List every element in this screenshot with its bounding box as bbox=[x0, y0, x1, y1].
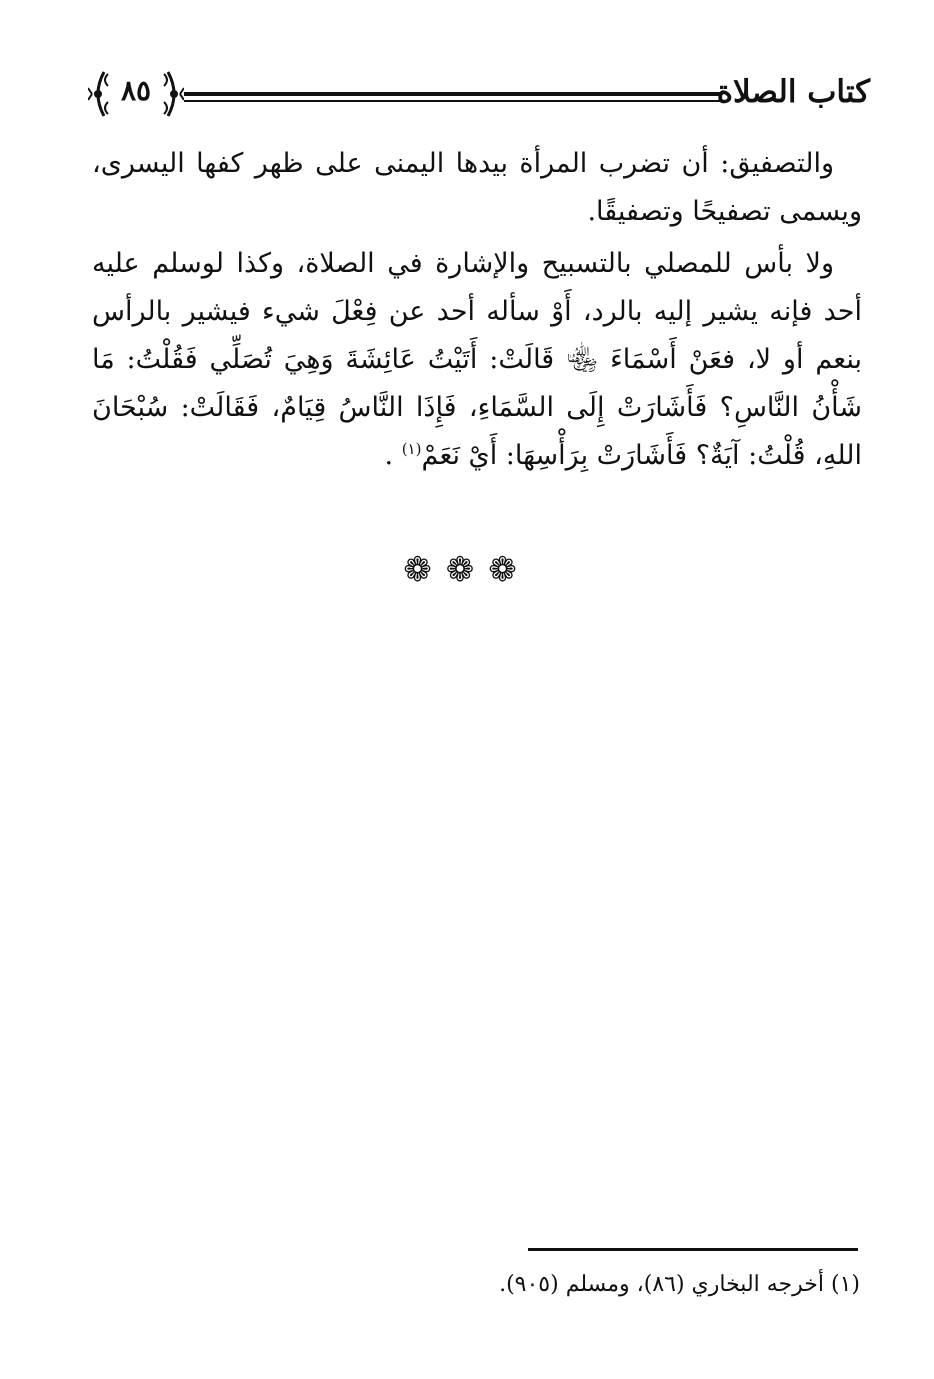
footnote-marker: (١) bbox=[401, 440, 422, 458]
header-rule bbox=[184, 92, 720, 104]
page-number-ornament bbox=[88, 68, 184, 120]
section-separator-stars: ❁❁❁ bbox=[403, 550, 531, 590]
header-rule-thick bbox=[184, 92, 720, 96]
paragraph-clapping: والتصفيق: أن تضرب المرأة بيدها اليمنى على ظهر كفها اليسرى، ويسمى تصفيحًا وتصفيقًا. bbox=[92, 148, 862, 227]
main-text bbox=[92, 140, 862, 480]
page-header bbox=[80, 72, 870, 122]
header-rule-thin bbox=[184, 100, 720, 102]
running-title: كتاب الصلاة bbox=[716, 74, 870, 110]
footnote-1: (١) أخرجه البخاري (٨٦)، ومسلم (٩٠٥). bbox=[499, 1272, 860, 1297]
paragraph-closing: . bbox=[384, 440, 402, 471]
paragraph-gesturing-text: ولا بأس للمصلي بالتسبيح والإشارة في الصلاة، وكذا لوسلم عليه أحد فإنه يشير إليه بالرد، أَوْ سأله أحد عن فِعْلَ شيء فيشير بالرأس بنعم أو لا، فعَنْ أَسْمَاءَ ﵄ قَالَتْ: أَتَيْتُ عَائِشَةَ وَهِيَ تُصَلِّي فَقُلْتُ: مَا شَأْنُ النَّاسِ؟ فَأَشَارَتْ إِلَى السَّمَاءِ، فَإِذَا النَّاسُ قِيَامٌ، فَقَالَتْ: سُبْحَانَ اللهِ، قُلْتُ: آيَةٌ؟ فَأَشَارَتْ بِرَأْسِهَا: أَيْ نَعَمْ bbox=[92, 248, 862, 471]
paragraph-gesturing bbox=[92, 240, 862, 480]
page-number: ٨٥ bbox=[120, 74, 152, 107]
footnote-divider bbox=[528, 1248, 858, 1251]
